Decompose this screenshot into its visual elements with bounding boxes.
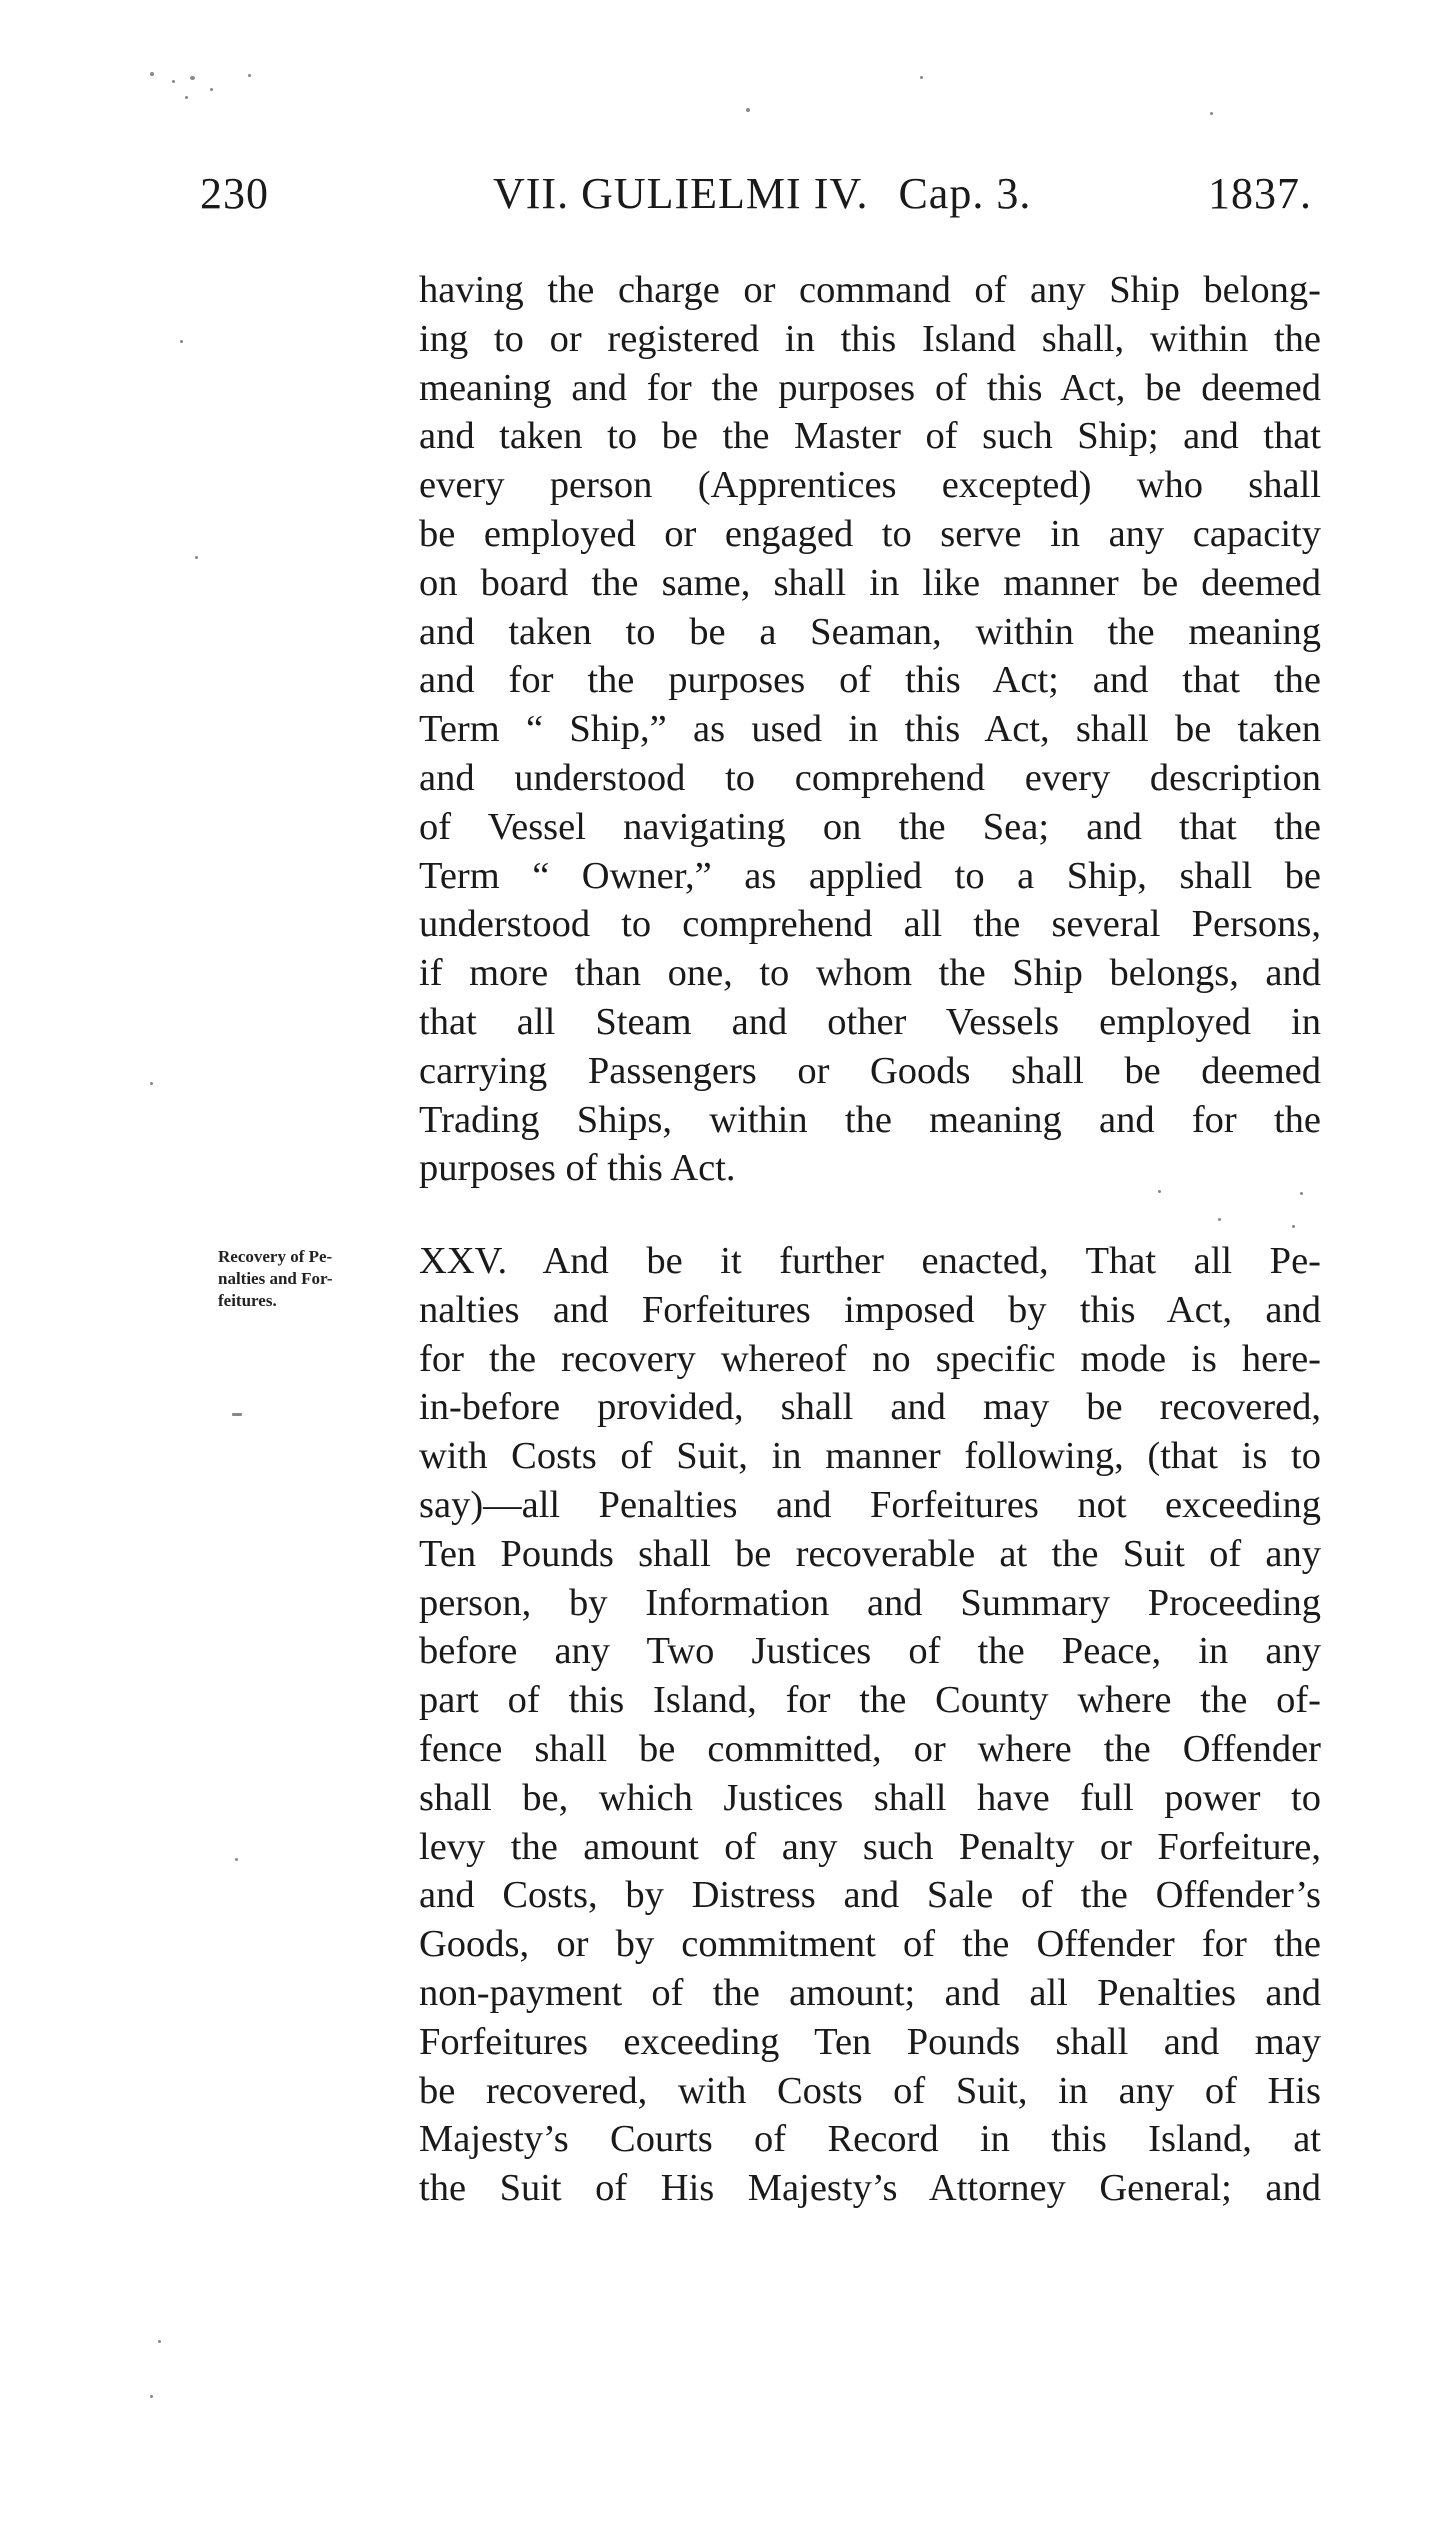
text-line: that all Steam and other Vessels employed in — [419, 1000, 1321, 1043]
text-line: Trading Ships, within the meaning and for the — [419, 1098, 1321, 1141]
header-year: 1837. — [1208, 169, 1312, 218]
scan-speck — [746, 108, 750, 112]
marginal-note-line: feitures. — [218, 1291, 277, 1310]
marginal-note-line: Recovery of Pe- — [218, 1247, 333, 1266]
scan-speck — [1292, 1225, 1295, 1228]
text-line: carrying Passengers or Goods shall be deemed — [419, 1049, 1321, 1092]
scan-speck — [150, 1082, 153, 1085]
text-line: and for the purposes of this Act; and that the — [419, 659, 1321, 702]
text-line: and understood to comprehend every description — [419, 756, 1321, 799]
text-line: be employed or engaged to serve in any capacity — [419, 512, 1321, 555]
text-line: having the charge or command of any Ship belong- — [419, 269, 1321, 311]
text-line: on board the same, shall in like manner be deemed — [419, 561, 1321, 604]
text-line: every person (Apprentices excepted) who shall — [419, 464, 1321, 507]
scan-speck — [180, 340, 183, 343]
scan-speck — [1218, 1218, 1221, 1221]
text-line: Majesty’s Courts of Record in this Island, at — [419, 2118, 1321, 2161]
scan-speck — [1158, 1190, 1161, 1193]
text-line: in-before provided, shall and may be recovered, — [419, 1386, 1321, 1429]
text-line: and taken to be a Seaman, within the meaning — [419, 610, 1321, 653]
marginal-note — [218, 1246, 388, 1312]
text-line: nalties and Forfeitures imposed by this Act, and — [419, 1288, 1321, 1331]
scan-speck — [1300, 1192, 1303, 1195]
scan-speck — [210, 88, 213, 91]
text-line: with Costs of Suit, in manner following, (that is to — [419, 1435, 1321, 1478]
scan-speck — [195, 556, 198, 559]
text-line: understood to comprehend all the several Persons, — [419, 903, 1321, 946]
text-line: Term “ Ship,” as used in this Act, shall be taken — [419, 708, 1321, 751]
text-line: non-payment of the amount; and all Penalties and — [419, 1971, 1321, 2014]
scan-speck — [1210, 112, 1213, 115]
scan-speck — [150, 72, 154, 76]
text-line: before any Two Justices of the Peace, in any — [419, 1630, 1321, 1673]
running-title — [493, 168, 1031, 219]
scan-speck — [150, 2395, 153, 2398]
text-line: say)—all Penalties and Forfeitures not exceeding — [419, 1483, 1321, 1526]
scan-speck — [185, 96, 188, 99]
scan-speck — [248, 74, 251, 77]
scan-speck — [920, 76, 923, 79]
text-line: shall be, which Justices shall have full power to — [419, 1776, 1321, 1819]
text-line: Forfeitures exceeding Ten Pounds shall and may — [419, 2020, 1321, 2063]
text-line: of Vessel navigating on the Sea; and that the — [419, 805, 1321, 848]
regnal-title: VII. GULIELMI IV. — [493, 169, 869, 218]
text-line: the Suit of His Majesty’s Attorney General; and — [419, 2167, 1321, 2210]
text-line: levy the amount of any such Penalty or Forfeiture, — [419, 1825, 1321, 1868]
text-line: be recovered, with Costs of Suit, in any of His — [419, 2069, 1321, 2112]
section-xxv-text — [419, 1237, 1321, 2213]
scan-speck — [190, 76, 195, 80]
text-line: Term “ Owner,” as applied to a Ship, shall be — [419, 854, 1321, 897]
text-line: and taken to be the Master of such Ship; and that — [419, 415, 1321, 458]
text-line: XXV. And be it further enacted, That all Pe- — [419, 1240, 1321, 1282]
text-line: purposes of this Act. — [419, 1147, 736, 1190]
scan-speck — [232, 1413, 242, 1416]
text-line: if more than one, to whom the Ship belongs, and — [419, 952, 1321, 995]
text-line: fence shall be committed, or where the Offender — [419, 1727, 1321, 1770]
text-line: for the recovery whereof no specific mode is here- — [419, 1337, 1321, 1380]
text-line: part of this Island, for the County where the of- — [419, 1679, 1321, 1722]
scan-speck — [158, 2340, 161, 2343]
text-line: Ten Pounds shall be recoverable at the Suit of any — [419, 1532, 1321, 1575]
scan-speck — [235, 1858, 238, 1861]
page-number: 230 — [200, 169, 269, 218]
text-line: ing to or registered in this Island shall, within the — [419, 317, 1321, 360]
chapter-number: Cap. 3. — [898, 169, 1032, 218]
text-line: and Costs, by Distress and Sale of the Offender’s — [419, 1874, 1321, 1917]
text-line: Goods, or by commitment of the Offender for the — [419, 1923, 1321, 1966]
marginal-note-line: nalties and For- — [218, 1269, 333, 1288]
text-line: meaning and for the purposes of this Act, be deemed — [419, 366, 1321, 409]
scan-speck — [172, 80, 175, 83]
text-line: person, by Information and Summary Proceeding — [419, 1581, 1321, 1624]
section-continuation-text — [419, 266, 1321, 1193]
running-header — [0, 168, 1432, 228]
